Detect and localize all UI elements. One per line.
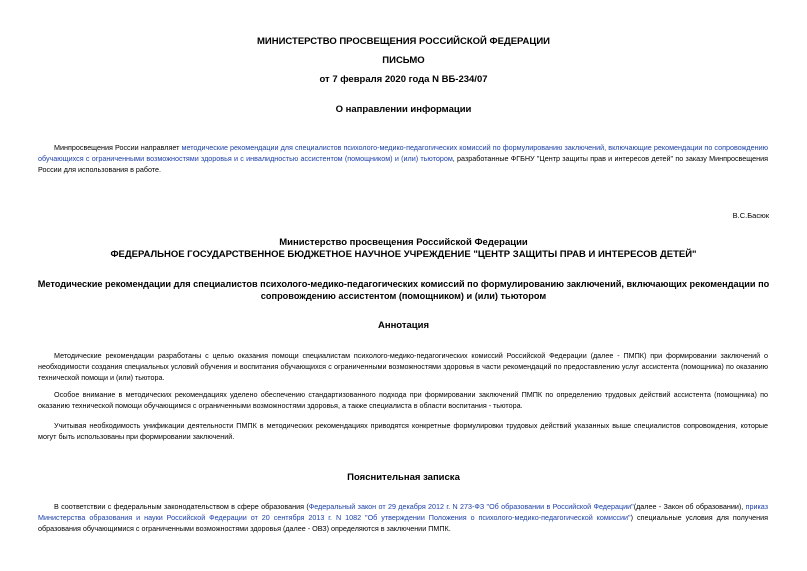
- annotation-heading: Аннотация: [377, 320, 430, 331]
- note-pre: В соответствии с федеральным законодательством в сфере образования (: [54, 502, 309, 511]
- letter-body-pre: Минпросвещения России направляет: [54, 143, 182, 152]
- note-post: ) специальные условия для получения образования обучающимися с ограниченными возможностями здоровья (далее - ОВЗ) определяются в заключении ПМПК.: [38, 513, 768, 533]
- institution-name: ФЕДЕРАЛЬНОЕ ГОСУДАРСТВЕННОЕ БЮДЖЕТНОЕ НАУЧНОЕ УЧРЕЖДЕНИЕ "ЦЕНТР ЗАЩИТЫ ПРАВ И ИНТЕРЕСОВ ДЕТЕЙ": [110, 249, 697, 260]
- recommendations-title-line2: сопровождению ассистентом (помощником) и (или) тьютором: [260, 291, 547, 301]
- annotation-paragraph-1: Методические рекомендации разработаны с целью оказания помощи специалистам психолого-медико-педагогических комиссий Российской Федерации (далее - ПМПК) при формировании заключений о необходимости создания специальных условий обучения и воспитания обучающихся с ограниченными возможностями здоровья в части рекомендаций по предоставлению услуг ассистента (помощника) по оказанию технической помощи и (или) тьютора.: [38, 351, 768, 382]
- document-type: ПИСЬМО: [382, 55, 425, 66]
- explanatory-note-heading: Пояснительная записка: [347, 472, 460, 483]
- federal-law-link[interactable]: Федеральный закон от 29 декабря 2012 г. N 273-ФЗ "Об образовании в Российской Федерации": [308, 502, 634, 511]
- document-date-number: от 7 февраля 2020 года N ВБ-234/07: [319, 74, 488, 85]
- note-mid: (далее - Закон об образовании),: [633, 502, 746, 511]
- ministry-order-link[interactable]: приказ Министерства образования и науки Российской Федерации от 20 сентября 2013 г. N 1082 "Об утверждении Положения о психолого-медико-педагогической комиссии": [38, 502, 769, 522]
- explanatory-note-paragraph-1: [38, 501, 768, 534]
- annotation-paragraph-2: Особое внимание в методических рекомендациях уделено обеспечению стандартизованного подхода при формировании заключений ПМПК по определению трудовых действий ассистента (помощника) по оказанию технической помощи обучающимся с ограниченными возможностями здоровья, а также специалиста в области воспитания - тьютора.: [38, 390, 768, 410]
- ministry-heading: МИНИСТЕРСТВО ПРОСВЕЩЕНИЯ РОССИЙСКОЙ ФЕДЕРАЦИИ: [256, 36, 551, 47]
- letter-body: [38, 142, 768, 175]
- letter-body-post: , разработанные ФГБНУ "Центр защиты прав и интересов детей" по заказу Минпросвещения России для использования в работе.: [38, 154, 768, 174]
- recommendations-link[interactable]: методические рекомендации для специалистов психолого-медико-педагогических комиссий по формулированию заключений, включающие рекомендации по сопровождению обучающихся с ограниченными возможностями здоровья и с инвалидностью ассистентом (помощником) и (или) тьютором: [38, 143, 768, 163]
- letter-subject: О направлении информации: [335, 104, 472, 115]
- signature: В.С.Басюк: [732, 211, 769, 220]
- annotation-paragraph-3: Учитывая необходимость унификации деятельности ПМПК в методических рекомендациях приводятся конкретные формулировки трудовых действий указанных выше специалистов сопровождения, которые могут быть использованы при формировании заключений.: [38, 421, 768, 441]
- recommendations-ministry: Министерство просвещения Российской Федерации: [279, 237, 528, 248]
- recommendations-title-line1: Методические рекомендации для специалистов психолого-медико-педагогических комиссий по формулированию заключений, включающих рекомендации по: [37, 279, 770, 289]
